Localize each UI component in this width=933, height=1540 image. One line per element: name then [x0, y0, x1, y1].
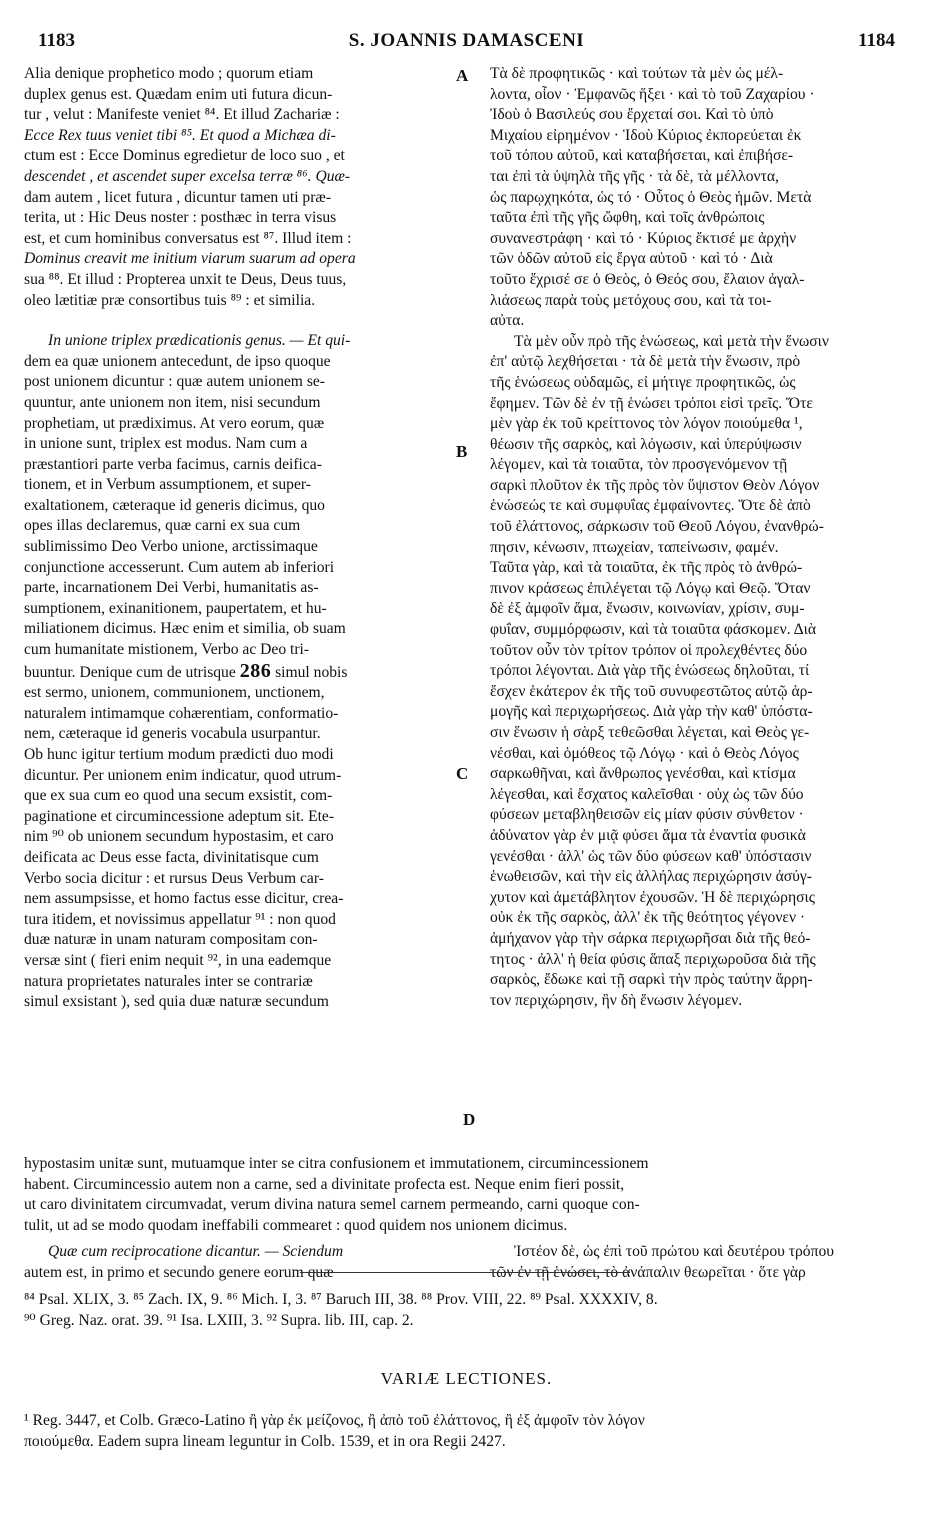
latin-section-heading: In unione triplex prædicationis genus. — Et qui-: [48, 332, 351, 350]
latin-line: [24, 661, 454, 684]
latin-line: ctum est : Ecce Dominus egredietur de loco suo , et: [24, 147, 345, 165]
greek-line: αὐτα.: [490, 312, 525, 330]
section-marker-d: D: [463, 1110, 476, 1129]
latin-line: nem assumpsisse, et homo factus esse dicitur, crea-: [24, 890, 344, 908]
greek-line: τῆς ἑνώσεως οὐδαμῶς, εἰ μήτιγε προφητικῶς, ὡς: [490, 373, 796, 391]
latin-line: duplex genus est. Quædam enim uti futura dicun-: [24, 85, 333, 103]
greek-line: σαρκὸς, ἔδωκε καὶ τῇ σαρκὶ τὴν πρὸς ταύτην ἄρρη-: [490, 971, 813, 989]
latin-line: natura proprietates naturales inter se contrariæ: [24, 972, 313, 990]
latin-line: quuntur, ante unionem non item, nisi secundum: [24, 393, 321, 411]
greek-bottom-column: [490, 1242, 908, 1283]
latin-line: post unionem dicuntur : quæ autem unionem se-: [24, 373, 326, 391]
latin-line: oleo lætitiæ præ consortibus tuis ⁸⁹ : et similia.: [24, 291, 316, 309]
variae-lectiones-text: [24, 1410, 910, 1452]
greek-line: μὲν γὰρ ἐκ τοῦ κρείττονος τὸν λόγον ποιούμεθα ¹,: [490, 415, 803, 433]
latin-line: tur , velut : Manifeste veniet ⁸⁴. Et illud Zachariæ :: [24, 106, 340, 124]
latin-line: hypostasim unitæ sunt, mutuamque inter se citra confusionem et immutationem, circumincessionem: [24, 1155, 649, 1172]
greek-line: ἑνώσεώς τε καὶ συμφυΐας ἐμφαίνοντες. Ὅτε δὲ ἀπὸ: [490, 497, 811, 515]
edition-page-number: 286: [239, 659, 272, 682]
latin-line: nem, cæteraque id generis vocabula usurpantur.: [24, 725, 321, 743]
latin-line: autem est, in primo et secundo genere eorum quæ: [24, 1263, 334, 1281]
greek-line: τοῦτο ἔχρισέ σε ὁ Θεὸς, ὁ Θεός σου, ἔλαιον ἀγαλ-: [490, 270, 805, 288]
latin-line: sublimissimo Deo Verbo unione, arctissimaque: [24, 538, 318, 556]
footnote-rule: [300, 1272, 630, 1273]
latin-line-part: buuntur. Denique cum de utrisque: [24, 663, 236, 681]
greek-line: τρόποι λέγονται. Διὰ γὰρ τῆς ἑνώσεως δηλοῦται, τί: [490, 662, 810, 680]
greek-line: Ταῦτα γὰρ, καὶ τὰ τοιαῦτα, ἐκ τῆς πρὸς τὸ ἀνθρώ-: [490, 559, 803, 577]
section-marker-c: C: [456, 764, 469, 783]
latin-line: nim ⁹⁰ ob unionem secundum hypostasim, et caro: [24, 828, 334, 846]
latin-line: dem ea quæ unionem antecedunt, de ipso quoque: [24, 352, 331, 370]
greek-line: χυτον καὶ ἀμετάβλητον ἐχουσῶν. Ἡ δὲ περιχώρησις: [490, 888, 815, 906]
latin-line: que ex sua cum eo quod una secum exsistit, com-: [24, 787, 333, 805]
latin-line: Verbo socia dicitur : et rursus Deus Verbum car-: [24, 869, 324, 887]
section-marker-a: A: [456, 66, 469, 85]
greek-line: λέγεσθαι, καὶ ἔσχατος καλεῖσθαι · οὐχ ὡς τῶν δύο: [490, 785, 804, 803]
latin-line: cum humanitate mistionem, Verbo ac Deo tri-: [24, 641, 310, 659]
greek-line: ταῦτα ἐπὶ τῆς γῆς ὤφθη, καὶ τοῖς ἀνθρώποις: [490, 209, 765, 227]
footnotes: [24, 1290, 910, 1331]
latin-line: in unione sunt, triplex est modus. Nam cum a: [24, 435, 308, 453]
greek-line: λιάσεως παρὰ τοὺς μετόχους σου, καὶ τὰ τοι-: [490, 291, 772, 309]
section-marker-b: B: [456, 442, 468, 461]
greek-line: συνανεστράφη · καὶ τό · Κύριος ἔκτισέ με ἀρχὴν: [490, 229, 797, 247]
greek-line: φυΐαν, συμμόρφωσιν, καὶ τὰ τοιαῦτα φάσκομεν. Διὰ: [490, 621, 817, 639]
greek-line: ἔφημεν. Τῶν δὲ ἐν τῇ ἑνώσει τρόποι εἰσὶ τρεῖς. Ὅτε: [490, 394, 813, 412]
latin-line: duæ naturæ in unam naturam compositam con-: [24, 931, 318, 949]
variae-lectiones-title: VARIÆ LECTIONES.: [380, 1369, 553, 1388]
latin-line: tulit, ut ad se modo quodam ineffabili commearet : quod quidem nos unionem dicimus.: [24, 1216, 568, 1234]
greek-line: Τὰ δὲ προφητικῶς · καὶ τούτων τὰ μὲν ὡς μέλ-: [490, 65, 784, 82]
latin-line: Alia denique prophetico modo ; quorum etiam: [24, 65, 314, 82]
page-header: [38, 30, 895, 58]
greek-line: θέωσιν τῆς σαρκὸς, καὶ λόγωσιν, καὶ ὑπερύψωσιν: [490, 435, 802, 453]
latin-line: simul exsistant ), sed quia duæ naturæ secundum: [24, 993, 329, 1011]
greek-line: τοῦτον οὖν τὸν τρίτον τρόπον οἱ προλεχθέντες δύο: [490, 641, 808, 659]
greek-line: ἐπ' αὐτῷ λεχθήσεται · τὰ δὲ μετὰ τὴν ἕνωσιν, πρὸ: [490, 353, 801, 371]
latin-full-width-block: [24, 1154, 910, 1236]
greek-line: λοντα, οἷον · Ἐμφανῶς ἥξει · καὶ τὸ τοῦ Ζαχαρίου ·: [490, 85, 815, 103]
latin-line: terita, ut : Hic Deus noster : posthæc in terra visus: [24, 209, 337, 227]
greek-line: Μιχαίου εἰρημένον · Ἰδοὺ Κύριος ἐκπορεύεται ἐκ: [490, 126, 802, 144]
latin-line: est sermo, unionem, communionem, unctionem,: [24, 684, 325, 702]
latin-line: sumptionem, exinanitionem, paupertatem, et hu-: [24, 599, 327, 617]
latin-line: deificata ac Deus esse facta, divinitatisque cum: [24, 848, 319, 866]
latin-line: dam autem , licet futura , dicuntur tamen uti præ-: [24, 188, 332, 206]
latin-line: parte, incarnationem Dei Verbi, humanitatis as-: [24, 579, 319, 597]
greek-column: [490, 64, 908, 1011]
latin-bottom-column: [24, 1242, 454, 1283]
greek-line: ἀμήχανον γὰρ τὴν σάρκα περιχωρῆσαι διὰ τῆς θεό-: [490, 929, 811, 947]
latin-line: tionem, et in Verbum assumptionem, et super-: [24, 476, 311, 494]
greek-line: ἀδύνατον γὰρ ἐν μιᾷ φύσει ἅμα τὰ ἐναντία φυσικὰ: [490, 826, 806, 844]
footnote-line: ⁹⁰ Greg. Naz. orat. 39. ⁹¹ Isa. LXIII, 3. ⁹² Supra. lib. III, cap. 2.: [24, 1311, 414, 1329]
greek-line: μογῆς καὶ περιχωρήσεως. Διὰ γὰρ τὴν καθ' ὑπόστα-: [490, 703, 813, 721]
greek-line: οὐκ ἐκ τῆς σαρκὸς, ἀλλ' ἐκ τῆς θεότητος γέγονεν ·: [490, 909, 806, 927]
greek-line: φύσεων μεταβληθεισῶν εἰς μίαν φύσιν σύνθετον ·: [490, 806, 804, 824]
latin-line: tura itidem, et novissimus appellatur ⁹¹ : non quod: [24, 910, 336, 928]
latin-line: prophetiam, ut prædiximus. At vero eorum, quæ: [24, 414, 325, 432]
latin-line: conjunctione accesserunt. Cum autem ab inferiori: [24, 558, 335, 576]
latin-line: miliationem dicimus. Hæc enim et similia, ob suam: [24, 620, 346, 638]
latin-line: paginatione et circumincessione adeptum sit. Ete-: [24, 807, 335, 825]
variant-line: ποιούμεθα. Eadem supra lineam leguntur in Colb. 1539, et in ora Regii 2427.: [24, 1433, 506, 1450]
right-page-number: 1184: [858, 30, 895, 51]
greek-line: Τὰ μὲν οὖν πρὸ τῆς ἑνώσεως, καὶ μετὰ τὴν ἕνωσιν: [514, 332, 829, 350]
variant-line: ¹ Reg. 3447, et Colb. Græco-Latino ἢ γὰρ ἐκ μείζονος, ἢ ἀπὸ τοῦ ἐλάττονος, ἢ ἐξ ἀμφοῖν τὸν λόγον: [24, 1412, 645, 1429]
greek-line: τῶν ὁδῶν αὐτοῦ εἰς ἔργα αὐτοῦ · καὶ τό · Διὰ: [490, 250, 773, 268]
greek-line: πινον κράσεως ἐπιλέγεται τῷ Λόγῳ καὶ Θεῷ. Ὅταν: [490, 579, 811, 597]
greek-line: τον περιχώρησιν, ἣν δὴ ἕνωσιν λέγομεν.: [490, 991, 743, 1009]
latin-line: habent. Circumincessio autem non a carne, sed a divinitate profecta est. Neque enim fieri possit,: [24, 1175, 625, 1193]
latin-section-heading: Quæ cum reciprocatione dicantur. — Sciendum: [48, 1243, 344, 1260]
greek-line: ἑνωθεισῶν, καὶ τὴν εἰς ἀλλήλας περιχώρησιν ἀσύγ-: [490, 868, 812, 886]
greek-line: ται ἐπὶ τὰ ὑψηλὰ τῆς γῆς · τὰ δὲ, τὰ μέλλοντα,: [490, 167, 779, 185]
greek-line: τῶν ἐν τῇ ἑνώσει, τὸ ἀνάπαλιν θεωρεῖται · ὅτε γὰρ: [490, 1263, 806, 1281]
latin-line: naturalem intimamque cohærentiam, conformatio-: [24, 704, 339, 722]
greek-line: τοῦ ἐλάττονος, σάρκωσιν τοῦ Θεοῦ Λόγου, ἐνανθρώ-: [490, 518, 824, 536]
greek-line: Ἰδοὺ ὁ Βασιλεύς σου ἔρχεταί σοι. Καὶ τὸ ὑπὸ: [490, 106, 774, 124]
latin-line: opes illas declaremus, quæ carni ex sua cum: [24, 517, 301, 535]
greek-line: νέσθαι, καὶ ὁμόθεος τῷ Λόγῳ · καὶ ὁ Θεὸς Λόγος: [490, 744, 799, 762]
latin-line: Ob hunc igitur tertium modum prædicti duo modi: [24, 746, 334, 763]
latin-line-part: simul nobis: [275, 663, 348, 681]
greek-line: ἔσχεν ἑκάτερον ἐκ τῆς τοῦ συνυφεστῶτος αὐτῷ ἁρ-: [490, 682, 813, 700]
greek-line: Ἰστέον δὲ, ὡς ἐπὶ τοῦ πρώτου καὶ δευτέρου τρόπου: [514, 1243, 834, 1260]
left-page-number: 1183: [38, 30, 75, 51]
latin-line: exaltationem, cæteraque id generis dicimus, quo: [24, 496, 325, 514]
greek-line: ὡς παρῳχηκότα, ὡς τό · Οὗτος ὁ Θεὸς ἡμῶν. Μετὰ: [490, 188, 812, 206]
greek-line: τητος · ἀλλ' ἡ θεία φύσις ἅπαξ περιχωροῦσα διὰ τῆς: [490, 950, 816, 968]
latin-line: descendet , et ascendet super excelsa terræ ⁸⁶. Quæ-: [24, 167, 351, 185]
latin-line: dicuntur. Per unionem enim indicatur, quod utrum-: [24, 766, 342, 784]
latin-line: ut caro divinitatem circumvadat, verum divina natura semel carnem permeando, carni quoque con-: [24, 1196, 640, 1214]
running-title: S. JOANNIS DAMASCENI: [348, 30, 585, 51]
latin-line: Dominus creavit me initium viarum suarum ad opera: [24, 250, 356, 268]
latin-column: [24, 64, 454, 1013]
greek-line: τοῦ τόπου αὐτοῦ, καὶ καταβήσεται, καὶ ἐπιβήσε-: [490, 147, 794, 165]
greek-line: λέγομεν, καὶ τὰ τοιαῦτα, τὸν προσγενόμενον τῇ: [490, 456, 788, 474]
greek-line: σιν ἕνωσιν ἡ σὰρξ τεθεῶσθαι λέγεται, καὶ Θεὸς γε-: [490, 724, 810, 741]
latin-line: sua ⁸⁸. Et illud : Propterea unxit te Deus, Deus tuus,: [24, 270, 347, 288]
latin-line: præstantiori parte verba facimus, carnis deifica-: [24, 455, 322, 473]
greek-line: δὲ ἐξ ἀμφοῖν ἅμα, ἕνωσιν, κοινωνίαν, χρίσιν, συμ-: [490, 600, 805, 618]
greek-line: πησιν, κένωσιν, πτωχείαν, ταπείνωσιν, φαμέν.: [490, 538, 779, 556]
footnote-line: ⁸⁴ Psal. XLIX, 3. ⁸⁵ Zach. IX, 9. ⁸⁶ Mich. I, 3. ⁸⁷ Baruch III, 38. ⁸⁸ Prov. VIII, 22. ⁸⁹ Psal. XXXXIV, 8.: [24, 1291, 658, 1308]
latin-line: Ecce Rex tuus veniet tibi ⁸⁵. Et quod a Michæa di-: [24, 126, 336, 144]
greek-line: γενέσθαι · ἀλλ' ὡς τῶν δύο φύσεων καθ' ὑπόστασιν: [490, 847, 812, 865]
greek-line: σαρκωθῆναι, καὶ ἄνθρωπος γενέσθαι, καὶ κτίσμα: [490, 765, 796, 783]
latin-line: versæ sint ( fieri enim nequit ⁹², in una eademque: [24, 951, 332, 969]
latin-line: est, et cum hominibus conversatus est ⁸⁷. Illud item :: [24, 229, 352, 247]
greek-line: σαρκὶ πλοῦτον ἐκ τῆς πρὸς τὸν ὕψιστον Θεὸν Λόγον: [490, 476, 820, 494]
